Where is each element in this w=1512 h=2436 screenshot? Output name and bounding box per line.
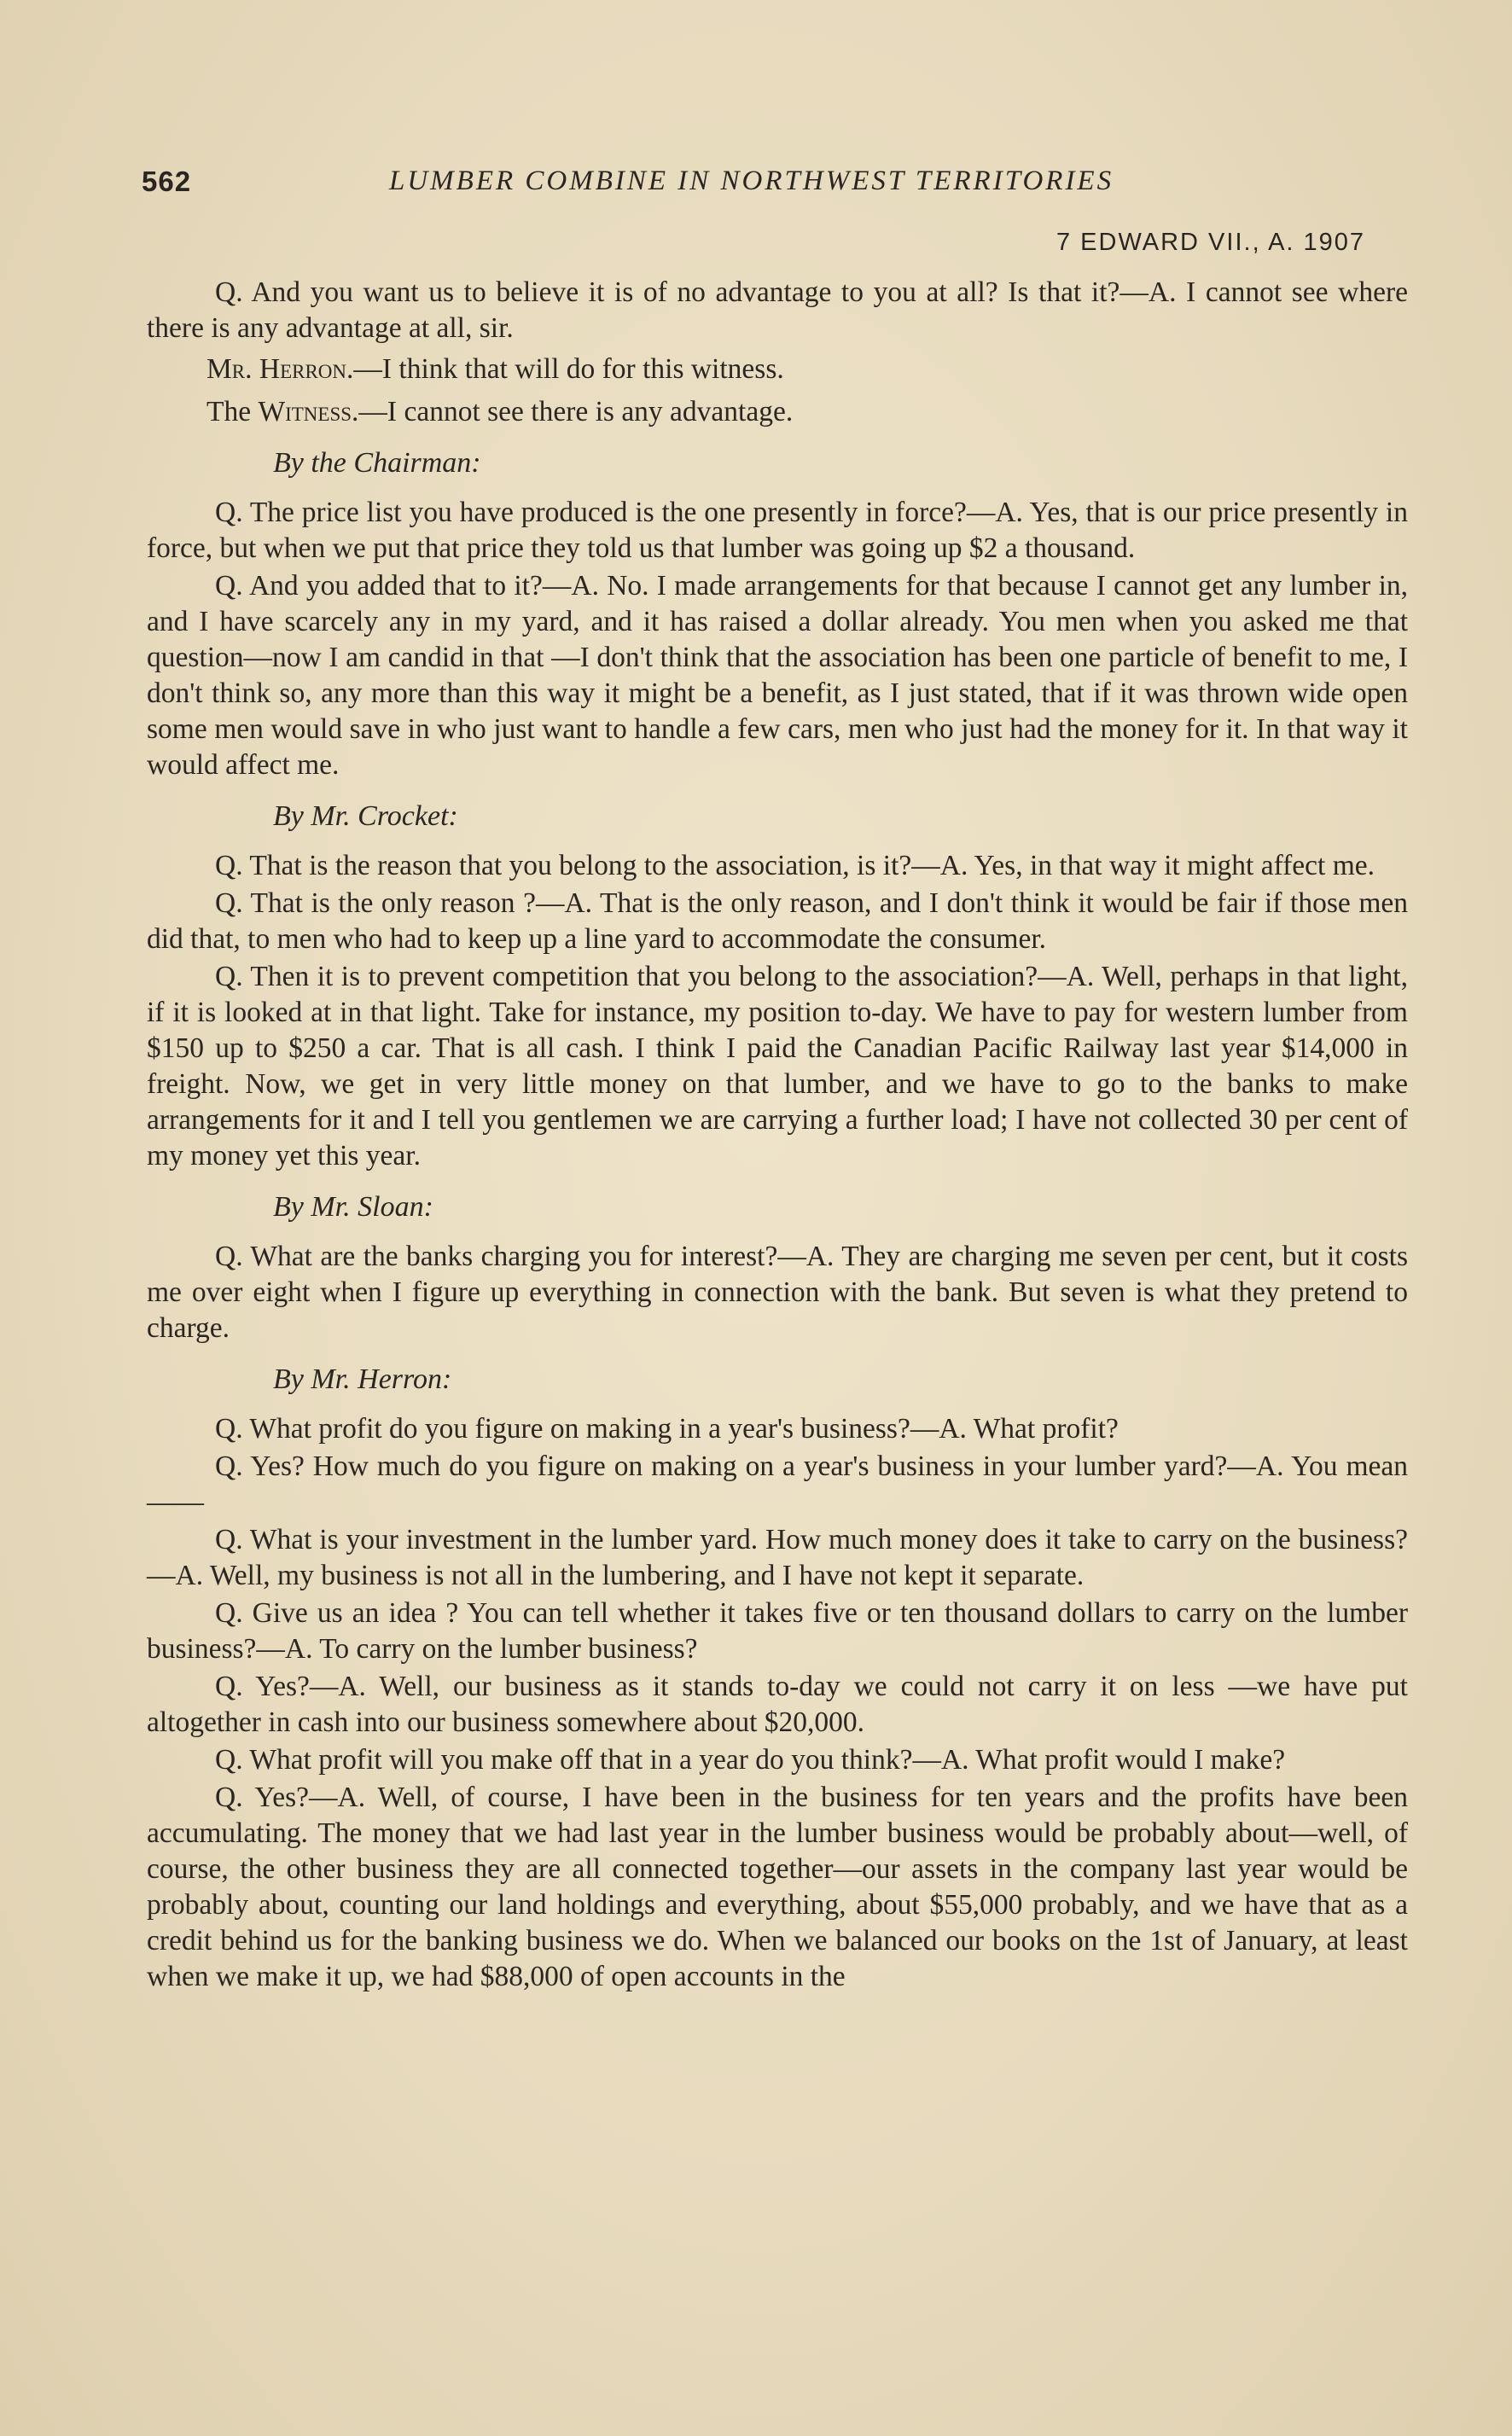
paragraph: Q. And you added that to it?—A. No. I made arrangements for that because I cannot get any lumber in, and I have scarcely any in my yard, and it has raised a dollar already. You men when you asked me that question—now I am candid in that —I don't think that the association has been one particle of benefit to me, I don't think so, any more than this way it might be a benefit, as I just stated, that if it was thrown wide open some men would save in who just want to handle a few cars, men who just had the money for it. In that way it would affect me. bbox=[147, 570, 1408, 781]
paragraph: Q. What is your investment in the lumber yard. How much money does it take to carry on the business?—A. Well, my business is not all in the lumbering, and I have not kept it separate. bbox=[147, 1524, 1408, 1591]
examiner-heading: By the Chairman: bbox=[273, 447, 481, 479]
body-text bbox=[147, 275, 1408, 1997]
paragraph: Q. And you want us to believe it is of no advantage to you at all? Is that it?—A. I cannot see where there is any advantage at all, sir. bbox=[147, 276, 1408, 344]
speaker-text: .—I think that will do for this witness. bbox=[346, 353, 784, 385]
examiner-heading: By Mr. Herron: bbox=[273, 1363, 452, 1395]
paragraph: Q. What are the banks charging you for interest?—A. They are charging me seven per cent, but it costs me over eight when I figure up everything in connection with the bank. But seven is what they pretend to charge. bbox=[147, 1241, 1408, 1344]
page-header bbox=[142, 162, 1404, 213]
paragraph: Q. What profit do you figure on making in a year's business?—A. What profit? bbox=[215, 1413, 1119, 1445]
session-line: 7 EDWARD VII., A. 1907 bbox=[1056, 229, 1366, 256]
speaker-line bbox=[147, 352, 1408, 387]
speaker-text: .—I cannot see there is any advantage. bbox=[352, 396, 794, 427]
paragraph: Q. Yes?—A. Well, of course, I have been in the business for ten years and the profits have been accumulating. The money that we had last year in the lumber business would be probably about—well, of course, the other business they are all connected together—our assets in the company last year would be probably about, counting our land holdings and everything, about $55,000 probably, and we have that as a credit behind us for the banking business we do. When we balanced our books on the 1st of January, at least when we make it up, we had $88,000 of open accounts in the bbox=[147, 1782, 1408, 1992]
paragraph: Q. Then it is to prevent competition that you belong to the association?—A. Well, perhaps in that light, if it is looked at in that light. Take for instance, my position to-day. We have to pay for western lumber from $150 up to $250 a car. That is all cash. I think I paid the Canadian Pacific Railway last year $14,000 in freight. Now, we get in very little money on that lumber, and we have to go to the banks to make arrangements for it and I tell you gentlemen we are carrying a further load; I have not collected 30 per cent of my money yet this year. bbox=[147, 961, 1408, 1171]
speaker-prefix: The bbox=[206, 396, 259, 427]
speaker-line bbox=[147, 394, 1408, 430]
paragraph: Q. That is the reason that you belong to the association, is it?—A. Yes, in that way it might affect me. bbox=[215, 850, 1375, 881]
paragraph: Q. What profit will you make off that in a year do you think?—A. What profit would I make? bbox=[215, 1744, 1286, 1776]
examiner-heading: By Mr. Sloan: bbox=[273, 1191, 433, 1223]
speaker-name: Witness bbox=[258, 396, 352, 427]
examiner-heading: By Mr. Crocket: bbox=[273, 800, 458, 832]
paragraph: Q. That is the only reason ?—A. That is the only reason, and I don't think it would be fair if those men did that, to men who had to keep up a line yard to accommodate the consumer. bbox=[147, 887, 1408, 955]
paragraph: Q. Give us an idea ? You can tell whether it takes five or ten thousand dollars to carry on the lumber business?—A. To carry on the lumber business? bbox=[147, 1597, 1408, 1665]
paragraph: Q. The price list you have produced is the one presently in force?—A. Yes, that is our price presently in force, but when we put that price they told us that lumber was going up $2 a thousand. bbox=[147, 497, 1408, 564]
speaker-name: Mr. Herron bbox=[206, 353, 347, 385]
paragraph: Q. Yes?—A. Well, our business as it stands to-day we could not carry it on less —we have put altogether in cash into our business somewhere about $20,000. bbox=[147, 1671, 1408, 1738]
paragraph: Q. Yes? How much do you figure on making on a year's business in your lumber yard?—A. You mean—— bbox=[147, 1451, 1408, 1518]
running-title: LUMBER COMBINE IN NORTHWEST TERRITORIES bbox=[389, 166, 1114, 196]
page-number: 562 bbox=[142, 166, 192, 197]
